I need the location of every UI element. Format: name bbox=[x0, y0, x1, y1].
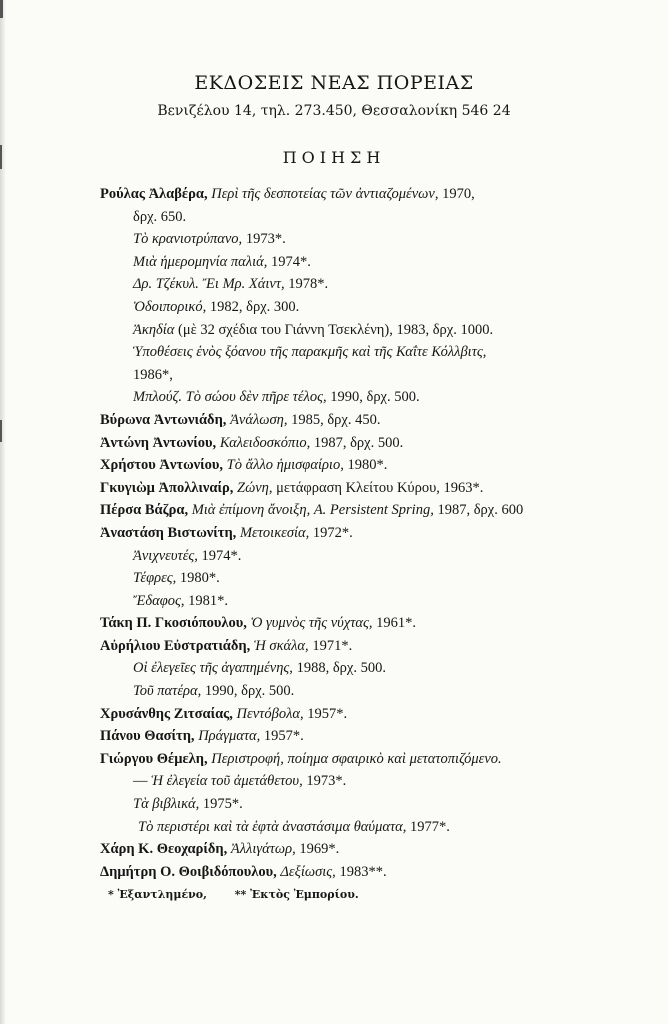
work-title: Τὸ περιστέρι καὶ τὰ ἑφτὰ ἀναστάσιμα θαύματα, bbox=[138, 818, 407, 835]
work-title: Οἱ ἐλεγεῖες τῆς ἀγαπημένης, bbox=[133, 660, 293, 677]
entry-details: 1972*. bbox=[312, 524, 353, 541]
work-title: Ζώνη, bbox=[237, 479, 273, 496]
entry-details: 1982, δρχ. 300. bbox=[209, 298, 300, 315]
work-title: Τέφρες, bbox=[133, 570, 177, 587]
catalogue-line bbox=[100, 725, 660, 748]
catalogue-line bbox=[100, 386, 660, 409]
catalogue-line bbox=[100, 477, 660, 500]
catalogue-line bbox=[100, 748, 660, 771]
catalogue-line bbox=[100, 432, 660, 455]
catalogue-line bbox=[100, 838, 660, 861]
catalogue-line bbox=[100, 657, 660, 680]
catalogue-line bbox=[100, 206, 660, 229]
catalogue-line bbox=[100, 228, 660, 251]
publisher-title: ΕΚΔΟΣΕΙΣ ΝΕΑΣ ΠΟΡΕΙΑΣ bbox=[194, 72, 474, 94]
work-title: Καλειδοσκόπιο, bbox=[219, 434, 311, 451]
entry-details: (μὲ 32 σχέδια του Γιάννη Τσεκλένη), 1983, δρχ. 1000. bbox=[178, 321, 494, 338]
work-title: Μιὰ ἐπίμονη ἄνοιξη, A. Persistent Spring, bbox=[191, 502, 434, 519]
catalogue-line bbox=[100, 296, 660, 319]
section-heading: ΠΟΙΗΣΗ bbox=[282, 148, 386, 167]
catalogue-line bbox=[100, 409, 660, 432]
work-title: Ἀλλιγάτωρ, bbox=[230, 841, 296, 858]
author-name: Αὐρήλιου Εὐστρατιάδη, bbox=[100, 637, 251, 654]
catalogue-list bbox=[100, 183, 660, 883]
entry-details: 1986*, bbox=[133, 366, 173, 383]
catalogue-line bbox=[100, 251, 660, 274]
author-name: Χρυσάνθης Ζιτσαίας, bbox=[100, 705, 233, 722]
entry-details: 1973*. bbox=[245, 231, 286, 248]
author-name: Πέρσα Βάζρα, bbox=[100, 502, 189, 519]
work-title: Ἀνιχνευτές, bbox=[133, 547, 198, 564]
work-title: Ἔδαφος, bbox=[133, 592, 185, 609]
entry-details: 1969*. bbox=[299, 841, 340, 858]
catalogue-line bbox=[100, 590, 660, 613]
work-title: Δεξίωσις, bbox=[280, 863, 336, 880]
catalogue-line bbox=[100, 499, 660, 522]
catalogue-line bbox=[100, 273, 660, 296]
catalogue-line bbox=[100, 635, 660, 658]
author-name: Ρούλας Ἀλαβέρα, bbox=[100, 186, 208, 202]
entry-details: 1970, bbox=[442, 186, 475, 202]
work-title: Ἡ ἐλεγεία τοῦ ἀμετάθετου, bbox=[151, 773, 303, 790]
catalogue-line bbox=[100, 793, 660, 816]
catalogue-line bbox=[100, 522, 660, 545]
author-name: Βύρωνα Ἀντωνιάδη, bbox=[100, 411, 227, 428]
author-name: Τάκη Π. Γκοσιόπουλου, bbox=[100, 615, 247, 632]
work-title: Τὸ ἄλλο ἡμισφαίριο, bbox=[226, 457, 344, 474]
publisher-address: Βενιζέλου 14, τηλ. 273.450, Θεσσαλονίκη 546 24 bbox=[157, 103, 511, 119]
entry-details: 1975*. bbox=[202, 796, 243, 813]
work-title: Περιστροφή, ποίημα σφαιρικὸ καὶ μετατοπιζόμενο. bbox=[211, 750, 502, 767]
entry-details: 1985, δρχ. 450. bbox=[291, 411, 381, 428]
entry-details: 1977*. bbox=[410, 818, 450, 835]
entry-details: μετάφραση Κλείτου Κύρου, 1963*. bbox=[276, 479, 484, 496]
catalogue-line bbox=[100, 545, 660, 568]
entry-details: 1987, δρχ. 600 bbox=[437, 502, 524, 519]
catalogue-line bbox=[100, 816, 660, 839]
entry-details: 1981*. bbox=[188, 592, 229, 609]
entry-details: 1988, δρχ. 500. bbox=[296, 660, 386, 677]
author-name: Γιώργου Θέμελη, bbox=[100, 750, 208, 767]
author-name: Πάνου Θασίτη, bbox=[100, 728, 195, 745]
author-name: Χάρη Κ. Θεοχαρίδη, bbox=[100, 841, 228, 858]
footnotes bbox=[108, 888, 383, 901]
author-name: Γκυγιὼμ Ἀπολλιναίρ, bbox=[100, 479, 234, 496]
entry-details: δρχ. 650. bbox=[133, 208, 187, 225]
catalogue-line bbox=[100, 341, 660, 364]
spine-mark bbox=[0, 0, 3, 18]
catalogue-line bbox=[100, 364, 660, 387]
work-title: Πράγματα, bbox=[198, 728, 261, 745]
footnote-out-of-print: * Ἐξαντλημένο, bbox=[108, 888, 207, 901]
catalogue-line bbox=[100, 183, 660, 206]
entry-details: 1990, δρχ. 500. bbox=[330, 389, 420, 406]
author-name: Ἀναστάση Βιστωνίτη, bbox=[100, 524, 237, 541]
entry-details: 1983**. bbox=[339, 863, 387, 880]
catalogue-line bbox=[100, 567, 660, 590]
work-title: Δρ. Τζέκυλ. Ἔι Μρ. Χάιντ, bbox=[133, 276, 285, 293]
footnote-not-for-sale: ** Ἐκτὸς Ἐμπορίου. bbox=[234, 888, 359, 901]
work-title: Τοῦ πατέρα, bbox=[133, 683, 202, 700]
entry-details: 1961*. bbox=[376, 615, 417, 632]
catalogue-line bbox=[100, 612, 660, 635]
catalogue-line bbox=[100, 319, 660, 342]
author-name: Χρήστου Ἀντωνίου, bbox=[100, 457, 224, 474]
entry-details: 1980*. bbox=[179, 570, 220, 587]
entry-details: 1974*. bbox=[201, 547, 242, 564]
entry-details: 1987, δρχ. 500. bbox=[313, 434, 404, 451]
work-title: Ὁ γυμνὸς τῆς νύχτας, bbox=[250, 615, 373, 632]
entry-details: 1971*. bbox=[312, 637, 353, 654]
author-name: Ἀντώνη Ἀντωνίου, bbox=[100, 434, 217, 451]
catalogue-line bbox=[100, 861, 660, 884]
catalogue-line bbox=[100, 454, 660, 477]
work-title: Ὁδοιπορικό, bbox=[133, 298, 207, 315]
entry-details: 1957*. bbox=[307, 705, 348, 722]
work-title: Περὶ τῆς δεσποτείας τῶν ἀντιαζομένων, bbox=[211, 186, 439, 202]
work-title: Ὑποθέσεις ἑνὸς ξόανου τῆς παρακμῆς καὶ τῆς Καΐτε Κόλλβιτς, bbox=[133, 344, 487, 361]
work-title: Ἀκηδία bbox=[133, 321, 175, 338]
work-title: Πεντόβολα, bbox=[236, 705, 304, 722]
work-title: Μετοικεσία, bbox=[239, 524, 310, 541]
work-title: Ἡ σκάλα, bbox=[253, 637, 309, 654]
work-title: Τὸ κρανιοτρύπανο, bbox=[133, 231, 243, 248]
entry-details: 1990, δρχ. 500. bbox=[204, 683, 295, 700]
catalogue-line bbox=[100, 680, 660, 703]
entry-details: — bbox=[133, 773, 148, 790]
entry-details: 1957*. bbox=[263, 728, 304, 745]
work-title: Μπλούζ. Τὸ σώου δὲν πῆρε τέλος, bbox=[133, 389, 327, 406]
entry-details: 1974*. bbox=[270, 253, 311, 270]
work-title: Μιὰ ἡμερομηνία παλιά, bbox=[133, 253, 268, 270]
spine-mark bbox=[0, 420, 2, 442]
entry-details: 1980*. bbox=[347, 457, 388, 474]
work-title: Ἀνάλωση, bbox=[230, 411, 288, 428]
entry-details: 1978*. bbox=[288, 276, 329, 293]
work-title: Τὰ βιβλικά, bbox=[133, 796, 200, 813]
author-name: Δημήτρη Ο. Θοιβιδόπουλου, bbox=[100, 863, 277, 880]
catalogue-line bbox=[100, 703, 660, 726]
entry-details: 1973*. bbox=[306, 773, 347, 790]
catalogue-line bbox=[100, 770, 660, 793]
